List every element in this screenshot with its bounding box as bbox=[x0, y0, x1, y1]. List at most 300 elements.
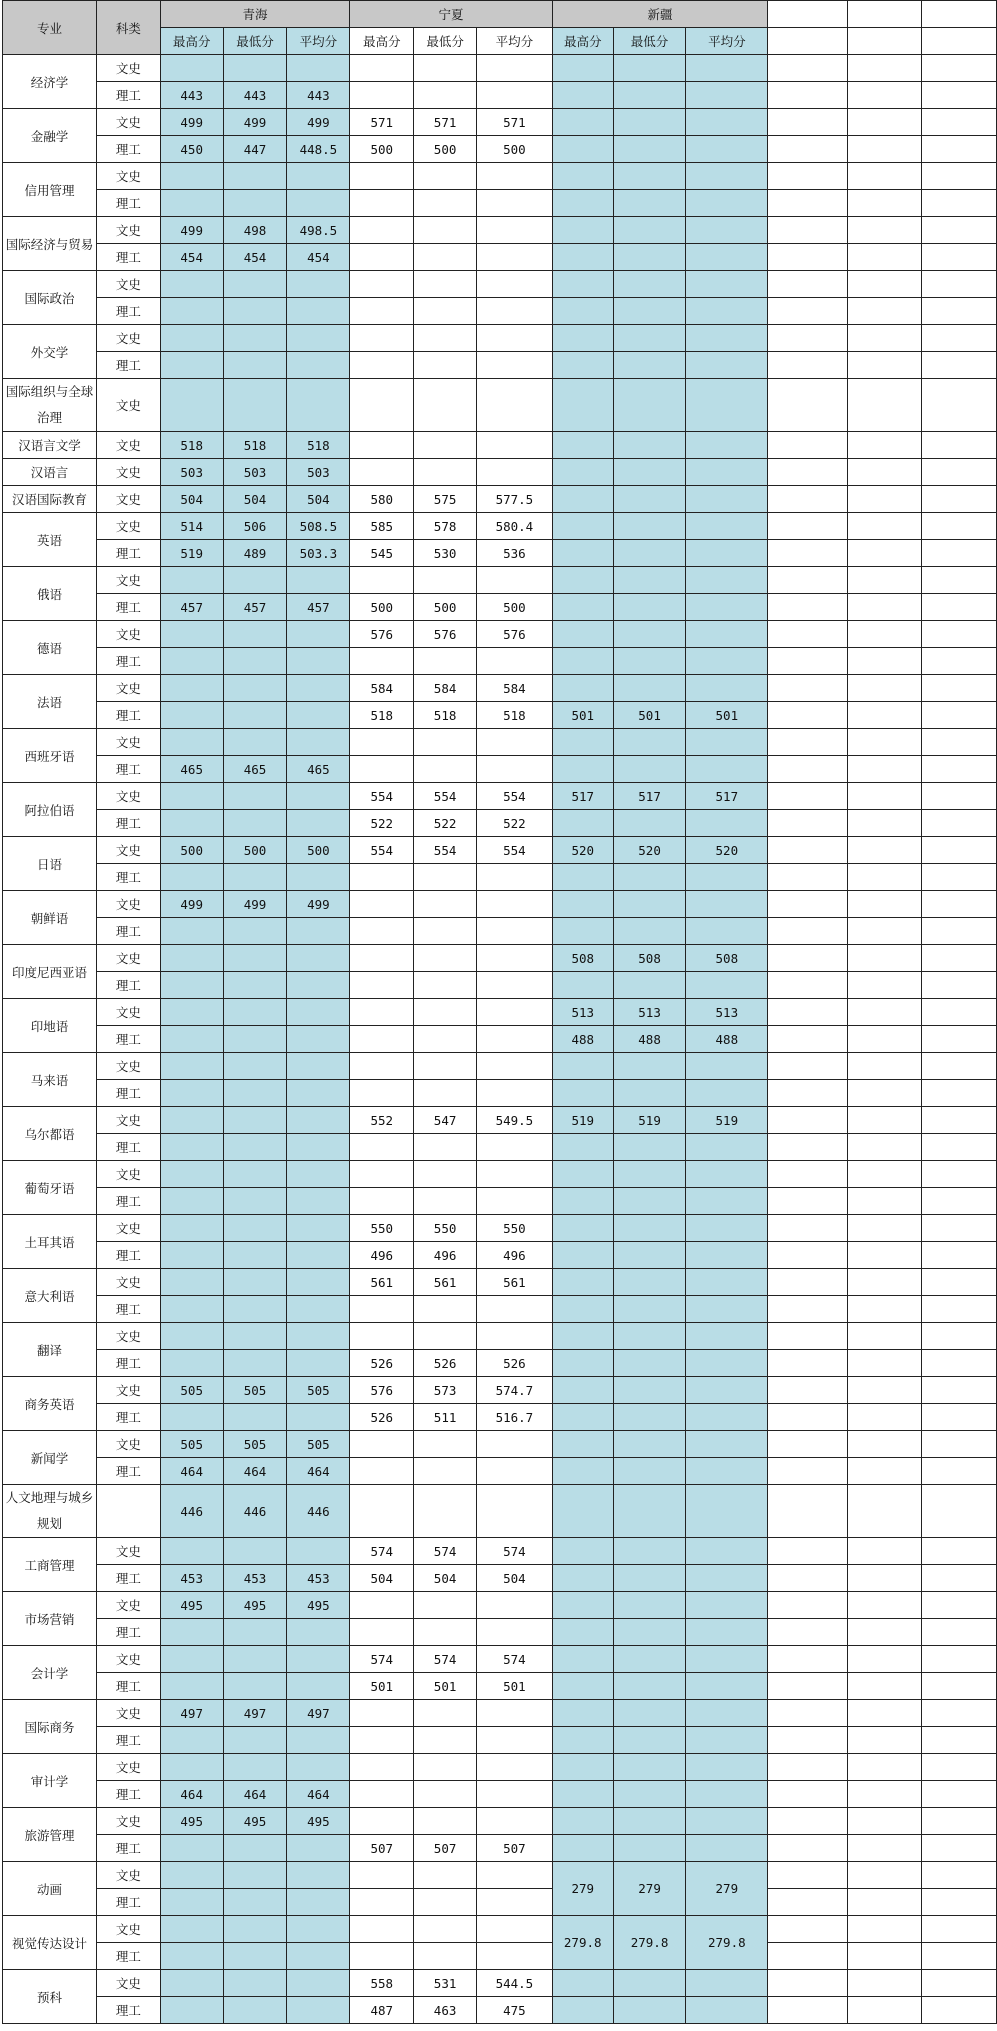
score-cell bbox=[686, 1835, 768, 1862]
score-cell: 504 bbox=[414, 1565, 477, 1592]
score-cell bbox=[223, 271, 287, 298]
empty-cell bbox=[922, 1350, 997, 1377]
empty-cell bbox=[847, 1565, 922, 1592]
empty-cell bbox=[922, 298, 997, 325]
empty-cell bbox=[922, 1269, 997, 1296]
score-cell: 576 bbox=[350, 1377, 414, 1404]
score-cell bbox=[552, 1700, 613, 1727]
empty-cell bbox=[768, 1431, 848, 1458]
empty-cell bbox=[768, 1404, 848, 1431]
score-cell bbox=[414, 864, 477, 891]
score-cell: 505 bbox=[223, 1431, 287, 1458]
empty-cell bbox=[847, 918, 922, 945]
category-cell: 文史 bbox=[96, 1215, 160, 1242]
score-cell bbox=[160, 1916, 223, 1943]
score-cell bbox=[477, 432, 553, 459]
score-cell bbox=[223, 1350, 287, 1377]
category-cell: 理工 bbox=[96, 1835, 160, 1862]
score-cell bbox=[287, 55, 350, 82]
score-cell: 505 bbox=[223, 1377, 287, 1404]
score-cell bbox=[477, 1727, 553, 1754]
score-cell bbox=[223, 1269, 287, 1296]
table-row bbox=[3, 1458, 997, 1485]
score-cell bbox=[552, 567, 613, 594]
major-name-cell: 西班牙语 bbox=[3, 729, 97, 783]
score-cell bbox=[552, 972, 613, 999]
score-cell bbox=[287, 1754, 350, 1781]
score-cell bbox=[350, 55, 414, 82]
category-cell: 理工 bbox=[96, 244, 160, 271]
table-row bbox=[3, 675, 997, 702]
score-cell bbox=[686, 1323, 768, 1350]
empty-cell bbox=[768, 136, 848, 163]
score-cell: 506 bbox=[223, 513, 287, 540]
score-cell: 507 bbox=[350, 1835, 414, 1862]
score-cell bbox=[350, 82, 414, 109]
score-cell bbox=[613, 190, 686, 217]
score-cell bbox=[287, 918, 350, 945]
empty-cell bbox=[768, 1592, 848, 1619]
score-cell bbox=[287, 1161, 350, 1188]
score-cell: 513 bbox=[552, 999, 613, 1026]
empty-cell bbox=[847, 190, 922, 217]
empty-cell bbox=[768, 1997, 848, 2024]
category-cell: 文史 bbox=[96, 379, 160, 432]
category-cell: 文史 bbox=[96, 567, 160, 594]
score-cell bbox=[414, 459, 477, 486]
category-cell: 理工 bbox=[96, 648, 160, 675]
score-cell bbox=[160, 298, 223, 325]
score-cell bbox=[414, 1080, 477, 1107]
score-cell: 500 bbox=[477, 136, 553, 163]
empty-cell bbox=[922, 271, 997, 298]
score-cell: 574 bbox=[477, 1538, 553, 1565]
major-name-cell: 预科 bbox=[3, 1970, 97, 2024]
score-cell: 454 bbox=[287, 244, 350, 271]
score-cell bbox=[613, 1619, 686, 1646]
score-cell bbox=[613, 1161, 686, 1188]
table-row bbox=[3, 1080, 997, 1107]
empty-cell bbox=[847, 1404, 922, 1431]
empty-cell bbox=[768, 1188, 848, 1215]
score-cell bbox=[160, 1107, 223, 1134]
score-cell bbox=[350, 1458, 414, 1485]
score-cell bbox=[552, 1997, 613, 2024]
score-cell: 496 bbox=[414, 1242, 477, 1269]
empty-cell bbox=[768, 1485, 848, 1538]
score-cell bbox=[350, 432, 414, 459]
score-cell bbox=[552, 55, 613, 82]
empty-cell bbox=[847, 1538, 922, 1565]
score-cell: 505 bbox=[160, 1377, 223, 1404]
score-cell bbox=[350, 1188, 414, 1215]
score-cell: 504 bbox=[350, 1565, 414, 1592]
score-cell: 447 bbox=[223, 136, 287, 163]
empty-cell bbox=[847, 1835, 922, 1862]
table-row bbox=[3, 244, 997, 271]
empty-cell bbox=[847, 459, 922, 486]
category-cell: 文史 bbox=[96, 1862, 160, 1889]
score-cell bbox=[160, 1538, 223, 1565]
score-cell: 519 bbox=[686, 1107, 768, 1134]
empty-cell bbox=[847, 136, 922, 163]
score-cell bbox=[613, 1754, 686, 1781]
table-row bbox=[3, 594, 997, 621]
score-cell bbox=[686, 1485, 768, 1538]
score-cell: 516.7 bbox=[477, 1404, 553, 1431]
empty-cell bbox=[922, 1431, 997, 1458]
score-cell bbox=[686, 459, 768, 486]
score-cell bbox=[686, 567, 768, 594]
score-cell bbox=[223, 1997, 287, 2024]
score-cell bbox=[552, 756, 613, 783]
score-cell bbox=[613, 1242, 686, 1269]
score-cell: 547 bbox=[414, 1107, 477, 1134]
score-cell bbox=[552, 271, 613, 298]
score-cell bbox=[552, 1242, 613, 1269]
table-row bbox=[3, 1350, 997, 1377]
score-cell: 554 bbox=[477, 783, 553, 810]
score-cell bbox=[350, 648, 414, 675]
score-cell: 454 bbox=[223, 244, 287, 271]
category-cell: 文史 bbox=[96, 729, 160, 756]
score-cell bbox=[477, 1458, 553, 1485]
category-cell: 文史 bbox=[96, 891, 160, 918]
empty-cell bbox=[922, 1538, 997, 1565]
empty-cell bbox=[847, 1862, 922, 1889]
score-cell bbox=[613, 1781, 686, 1808]
score-cell: 500 bbox=[160, 837, 223, 864]
score-cell bbox=[414, 1161, 477, 1188]
score-cell bbox=[223, 972, 287, 999]
empty-cell bbox=[922, 1161, 997, 1188]
score-cell: 530 bbox=[414, 540, 477, 567]
score-cell: 504 bbox=[477, 1565, 553, 1592]
score-cell bbox=[350, 1161, 414, 1188]
score-cell bbox=[223, 648, 287, 675]
score-cell bbox=[613, 1646, 686, 1673]
score-cell bbox=[287, 1916, 350, 1943]
score-cell: 500 bbox=[477, 594, 553, 621]
empty-cell bbox=[922, 1026, 997, 1053]
empty-cell bbox=[768, 1781, 848, 1808]
empty-cell bbox=[768, 1889, 848, 1916]
empty-cell bbox=[847, 1269, 922, 1296]
empty-cell bbox=[768, 1296, 848, 1323]
category-cell: 文史 bbox=[96, 945, 160, 972]
score-cell bbox=[552, 325, 613, 352]
score-cell bbox=[160, 648, 223, 675]
table-row bbox=[3, 217, 997, 244]
score-cell: 495 bbox=[287, 1808, 350, 1835]
category-cell: 文史 bbox=[96, 1269, 160, 1296]
empty-cell bbox=[768, 1161, 848, 1188]
score-cell bbox=[414, 891, 477, 918]
score-cell bbox=[686, 217, 768, 244]
score-cell bbox=[686, 1754, 768, 1781]
score-cell bbox=[414, 1727, 477, 1754]
score-cell: 496 bbox=[350, 1242, 414, 1269]
empty-cell bbox=[847, 1323, 922, 1350]
score-cell bbox=[613, 352, 686, 379]
score-cell: 495 bbox=[287, 1592, 350, 1619]
category-cell: 文史 bbox=[96, 1970, 160, 1997]
score-cell bbox=[160, 1080, 223, 1107]
empty-cell bbox=[847, 675, 922, 702]
empty-cell bbox=[922, 163, 997, 190]
empty-cell bbox=[922, 594, 997, 621]
score-cell bbox=[414, 1458, 477, 1485]
empty-cell bbox=[768, 675, 848, 702]
score-cell: 495 bbox=[160, 1592, 223, 1619]
major-name-cell: 乌尔都语 bbox=[3, 1107, 97, 1161]
category-cell: 理工 bbox=[96, 1997, 160, 2024]
major-name-cell: 印地语 bbox=[3, 999, 97, 1053]
category-cell: 文史 bbox=[96, 486, 160, 513]
score-cell bbox=[223, 163, 287, 190]
score-cell bbox=[350, 945, 414, 972]
score-cell: 518 bbox=[160, 432, 223, 459]
score-cell bbox=[613, 1485, 686, 1538]
score-cell: 499 bbox=[223, 891, 287, 918]
score-cell bbox=[287, 1188, 350, 1215]
empty-cell bbox=[847, 1188, 922, 1215]
table-row bbox=[3, 864, 997, 891]
empty-cell bbox=[922, 972, 997, 999]
category-cell: 文史 bbox=[96, 432, 160, 459]
score-cell bbox=[686, 1808, 768, 1835]
score-cell bbox=[613, 55, 686, 82]
empty-cell bbox=[847, 972, 922, 999]
score-cell: 497 bbox=[160, 1700, 223, 1727]
category-cell: 文史 bbox=[96, 109, 160, 136]
score-cell bbox=[686, 352, 768, 379]
score-cell bbox=[287, 1026, 350, 1053]
empty-cell bbox=[768, 1862, 848, 1889]
category-cell: 理工 bbox=[96, 1242, 160, 1269]
score-cell bbox=[613, 1269, 686, 1296]
empty-cell bbox=[847, 1, 922, 28]
category-cell: 文史 bbox=[96, 55, 160, 82]
empty-cell bbox=[768, 702, 848, 729]
major-name-cell: 印度尼西亚语 bbox=[3, 945, 97, 999]
score-cell bbox=[477, 163, 553, 190]
score-cell bbox=[414, 1323, 477, 1350]
category-cell: 文史 bbox=[96, 1053, 160, 1080]
empty-cell bbox=[768, 1565, 848, 1592]
empty-cell bbox=[847, 756, 922, 783]
score-cell bbox=[414, 1700, 477, 1727]
empty-cell bbox=[847, 1997, 922, 2024]
header-max-score: 最高分 bbox=[160, 28, 223, 55]
table-row bbox=[3, 810, 997, 837]
table-row bbox=[3, 190, 997, 217]
score-cell: 526 bbox=[477, 1350, 553, 1377]
score-cell: 580.4 bbox=[477, 513, 553, 540]
empty-cell bbox=[847, 891, 922, 918]
score-cell bbox=[414, 756, 477, 783]
category-cell: 文史 bbox=[96, 837, 160, 864]
score-cell: 475 bbox=[477, 1997, 553, 2024]
empty-cell bbox=[922, 1862, 997, 1889]
score-cell bbox=[613, 567, 686, 594]
empty-cell bbox=[847, 513, 922, 540]
empty-cell bbox=[768, 1943, 848, 1970]
score-cell bbox=[160, 1727, 223, 1754]
score-cell bbox=[686, 1404, 768, 1431]
empty-cell bbox=[847, 621, 922, 648]
empty-cell bbox=[922, 1646, 997, 1673]
score-cell bbox=[350, 325, 414, 352]
empty-cell bbox=[768, 28, 848, 55]
empty-cell bbox=[768, 163, 848, 190]
major-name-cell: 英语 bbox=[3, 513, 97, 567]
score-cell bbox=[552, 513, 613, 540]
score-cell bbox=[414, 648, 477, 675]
category-cell: 文史 bbox=[96, 1107, 160, 1134]
empty-cell bbox=[768, 432, 848, 459]
score-cell bbox=[477, 1862, 553, 1889]
empty-cell bbox=[847, 810, 922, 837]
score-cell bbox=[350, 271, 414, 298]
score-cell: 505 bbox=[287, 1377, 350, 1404]
admission-score-table bbox=[2, 0, 997, 2024]
score-cell bbox=[552, 244, 613, 271]
score-cell: 574 bbox=[350, 1538, 414, 1565]
score-cell bbox=[160, 1835, 223, 1862]
score-cell: 504 bbox=[287, 486, 350, 513]
empty-cell bbox=[847, 1134, 922, 1161]
score-cell bbox=[477, 379, 553, 432]
category-cell: 文史 bbox=[96, 1377, 160, 1404]
category-cell: 文史 bbox=[96, 1754, 160, 1781]
score-cell bbox=[613, 486, 686, 513]
score-cell bbox=[414, 1592, 477, 1619]
major-name-cell: 朝鲜语 bbox=[3, 891, 97, 945]
score-cell bbox=[686, 190, 768, 217]
score-cell bbox=[552, 1404, 613, 1431]
score-cell bbox=[613, 1673, 686, 1700]
score-cell bbox=[160, 1215, 223, 1242]
score-cell bbox=[350, 1053, 414, 1080]
score-cell bbox=[287, 1107, 350, 1134]
score-cell bbox=[613, 217, 686, 244]
empty-cell bbox=[847, 864, 922, 891]
score-cell: 279.8 bbox=[613, 1916, 686, 1970]
score-cell bbox=[414, 298, 477, 325]
score-cell bbox=[350, 298, 414, 325]
score-cell: 550 bbox=[350, 1215, 414, 1242]
score-cell bbox=[287, 1404, 350, 1431]
score-cell: 549.5 bbox=[477, 1107, 553, 1134]
score-cell: 453 bbox=[223, 1565, 287, 1592]
major-name-cell: 俄语 bbox=[3, 567, 97, 621]
score-cell bbox=[477, 459, 553, 486]
score-cell bbox=[287, 648, 350, 675]
score-cell bbox=[686, 1161, 768, 1188]
category-cell: 理工 bbox=[96, 1350, 160, 1377]
score-cell bbox=[477, 756, 553, 783]
score-cell: 522 bbox=[477, 810, 553, 837]
score-cell bbox=[223, 729, 287, 756]
category-cell: 理工 bbox=[96, 810, 160, 837]
score-cell: 513 bbox=[686, 999, 768, 1026]
empty-cell bbox=[768, 217, 848, 244]
score-cell bbox=[160, 1754, 223, 1781]
empty-cell bbox=[847, 1350, 922, 1377]
score-cell bbox=[287, 1862, 350, 1889]
empty-cell bbox=[922, 810, 997, 837]
score-cell: 464 bbox=[223, 1458, 287, 1485]
table-row bbox=[3, 1107, 997, 1134]
score-cell: 279 bbox=[613, 1862, 686, 1916]
empty-cell bbox=[768, 298, 848, 325]
empty-cell bbox=[922, 244, 997, 271]
score-cell bbox=[552, 1727, 613, 1754]
table-row bbox=[3, 1053, 997, 1080]
empty-cell bbox=[768, 1970, 848, 1997]
empty-cell bbox=[922, 1377, 997, 1404]
score-cell: 517 bbox=[686, 783, 768, 810]
score-cell bbox=[613, 540, 686, 567]
score-cell bbox=[223, 1673, 287, 1700]
score-cell bbox=[477, 729, 553, 756]
empty-cell bbox=[922, 325, 997, 352]
score-cell bbox=[287, 783, 350, 810]
score-cell bbox=[686, 1053, 768, 1080]
empty-cell bbox=[768, 891, 848, 918]
score-cell bbox=[287, 810, 350, 837]
score-cell bbox=[287, 1943, 350, 1970]
score-cell bbox=[613, 513, 686, 540]
empty-cell bbox=[768, 756, 848, 783]
score-cell bbox=[552, 675, 613, 702]
score-cell: 488 bbox=[686, 1026, 768, 1053]
score-cell bbox=[160, 675, 223, 702]
score-cell bbox=[552, 486, 613, 513]
score-cell: 554 bbox=[414, 837, 477, 864]
empty-cell bbox=[847, 594, 922, 621]
score-cell bbox=[552, 1377, 613, 1404]
score-cell bbox=[160, 352, 223, 379]
score-cell bbox=[477, 1188, 553, 1215]
score-cell bbox=[223, 1323, 287, 1350]
category-cell: 理工 bbox=[96, 1404, 160, 1431]
score-cell bbox=[350, 1323, 414, 1350]
score-cell bbox=[686, 325, 768, 352]
score-cell bbox=[477, 999, 553, 1026]
score-cell: 508 bbox=[613, 945, 686, 972]
category-cell: 理工 bbox=[96, 972, 160, 999]
score-cell bbox=[223, 999, 287, 1026]
empty-cell bbox=[922, 217, 997, 244]
score-cell bbox=[477, 82, 553, 109]
score-cell bbox=[223, 1053, 287, 1080]
score-cell bbox=[686, 1377, 768, 1404]
category-cell: 文史 bbox=[96, 271, 160, 298]
score-cell bbox=[686, 756, 768, 783]
empty-cell bbox=[847, 1377, 922, 1404]
table-row bbox=[3, 837, 997, 864]
empty-cell bbox=[922, 432, 997, 459]
empty-cell bbox=[768, 325, 848, 352]
score-cell bbox=[477, 244, 553, 271]
score-cell: 576 bbox=[350, 621, 414, 648]
score-cell: 457 bbox=[160, 594, 223, 621]
score-cell: 561 bbox=[414, 1269, 477, 1296]
score-cell: 519 bbox=[160, 540, 223, 567]
empty-cell bbox=[847, 1727, 922, 1754]
